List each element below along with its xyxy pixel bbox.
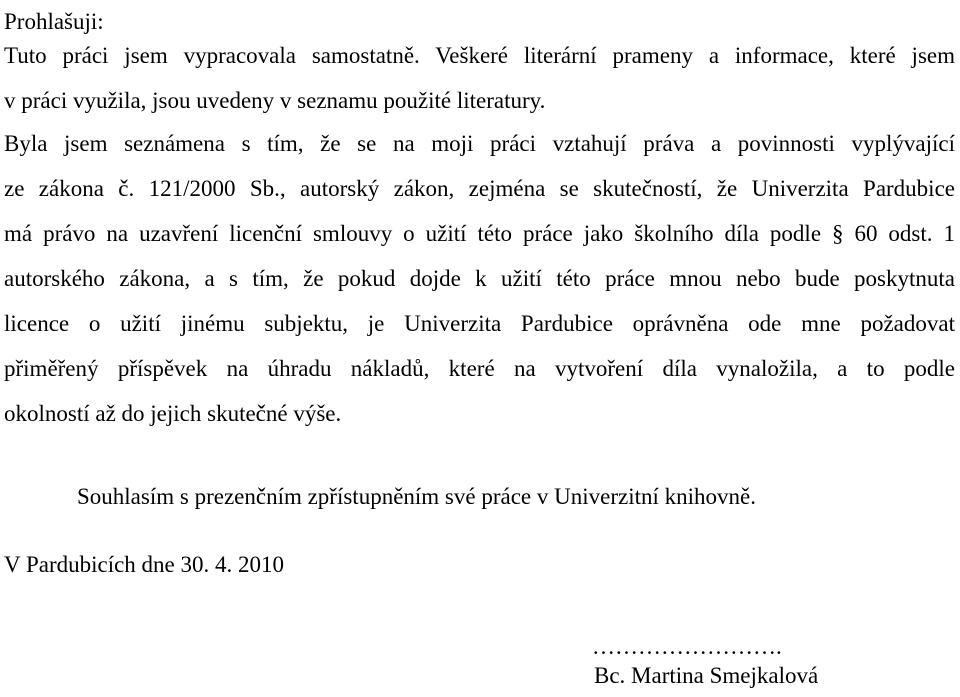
place-and-date: V Pardubicích dne 30. 4. 2010: [4, 552, 285, 577]
rights-line: má právo na uzavření licenční smlouvy o užití této práce jako školního díla podle § 60 odst. 1: [4, 221, 955, 246]
rights-line: licence o užití jinému subjektu, je Univerzita Pardubice oprávněna ode mne požadovat: [4, 311, 955, 336]
declaration-line: Tuto práci jsem vypracovala samostatně. Veškeré literární prameny a informace, které jsem: [4, 43, 955, 68]
rights-line: okolností až do jejich skutečné výše.: [4, 401, 342, 426]
declaration-heading: Prohlašuji:: [4, 9, 104, 34]
rights-line: Byla jsem seznámena s tím, že se na moji práci vztahují práva a povinnosti vyplývající: [4, 131, 955, 156]
rights-line: přiměřený příspěvek na úhradu nákladů, které na vytvoření díla vynaložila, a to podle: [4, 356, 955, 381]
declaration-paragraph: [4, 33, 955, 123]
library-consent: Souhlasím s prezenčním zpřístupněním své práce v Univerzitní knihovně.: [77, 484, 756, 509]
rights-paragraph: [4, 121, 955, 436]
signature-name: Bc. Martina Smejkalová: [594, 663, 819, 688]
rights-line: autorského zákona, a s tím, že pokud dojde k užití této práce mnou nebo bude poskytnuta: [4, 266, 955, 291]
declaration-line: v práci využila, jsou uvedeny v seznamu použité literatury.: [4, 88, 546, 113]
signature-line: …………………….: [592, 634, 782, 659]
rights-line: ze zákona č. 121/2000 Sb., autorský zákon, zejména se skutečností, že Univerzita Pardubice: [4, 176, 955, 201]
